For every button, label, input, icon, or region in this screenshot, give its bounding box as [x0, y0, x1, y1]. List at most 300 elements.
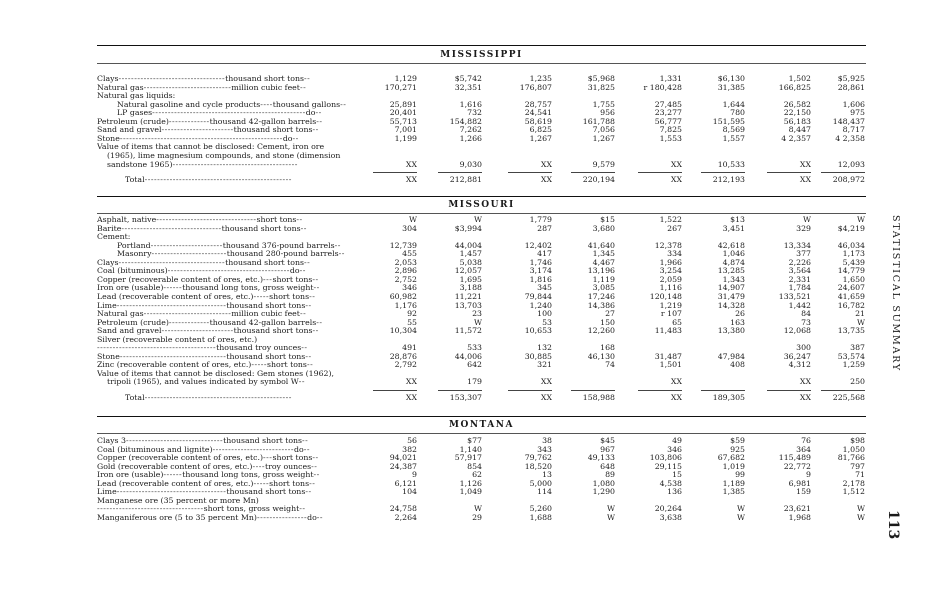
- leader-dots: --: [305, 351, 312, 361]
- table-cell: 1,046: [722, 249, 745, 259]
- table-cell: 161,788: [582, 116, 615, 126]
- table-cell: 18,520: [524, 461, 552, 471]
- table-cell: 44,006: [454, 351, 482, 361]
- table-cell: 12,402: [524, 240, 552, 250]
- table-cell: 2,331: [788, 274, 811, 284]
- row-label-text: Natural gasoline and cycle products: [117, 99, 261, 109]
- table-cell: 1,784: [788, 283, 811, 293]
- table-cell: 4,467: [592, 257, 615, 267]
- table-cell: 13,196: [587, 266, 615, 276]
- table-cell: 975: [850, 108, 865, 118]
- leader-dots: --: [298, 377, 306, 387]
- row-label-text: sandstone 1965): [107, 159, 173, 169]
- row-label-text: Zinc (recoverable content of ores, etc.): [97, 360, 252, 370]
- table-cell: 12,260: [587, 326, 615, 336]
- table-cell: 81,766: [837, 453, 865, 463]
- table-cell: 24,607: [837, 283, 865, 293]
- row-label-text: Clays 3: [97, 436, 126, 445]
- table-cell: 14,907: [717, 283, 745, 293]
- table-cell: 25,891: [389, 99, 417, 109]
- table-cell: 29: [472, 512, 482, 522]
- total-rule: [508, 390, 552, 391]
- table-cell: 2,053: [394, 257, 417, 267]
- total-rule: [638, 172, 682, 173]
- total-rule: [701, 172, 745, 173]
- leader-dots: -----------------------------------------------: [144, 175, 292, 185]
- table-row: [97, 513, 866, 522]
- table-cell: 1,266: [459, 133, 482, 143]
- table-cell: 1,553: [659, 133, 682, 143]
- table-cell: 31,825: [587, 82, 615, 92]
- total-rule: [508, 172, 552, 173]
- table-cell: 3,451: [722, 223, 745, 233]
- table-cell: 133,521: [778, 291, 811, 301]
- row-unit: do: [307, 512, 317, 522]
- table-cell: W: [473, 215, 482, 224]
- table-cell: 780: [730, 108, 745, 118]
- table-cell: $15: [600, 215, 615, 224]
- row-label-text: Manganiferous ore (5 to 35 percent Mn): [97, 512, 257, 522]
- total-rule: [821, 390, 865, 391]
- leader-dots: --: [312, 326, 319, 336]
- table-cell: 8,717: [842, 125, 865, 135]
- leader-dots: --: [312, 274, 319, 284]
- row-unit: short tons: [267, 360, 307, 370]
- table-cell: 1,457: [459, 249, 482, 259]
- table-cell: 94,021: [389, 453, 417, 463]
- row-unit: short tons: [272, 274, 313, 284]
- row-unit: thousand short tons: [225, 74, 305, 83]
- table-cell: 1,019: [722, 461, 745, 471]
- horizontal-rule: [97, 63, 866, 64]
- total-cell: XX: [540, 175, 552, 185]
- table-cell: 1,695: [459, 274, 482, 284]
- row-label-text: Clays: [97, 74, 119, 83]
- table-cell: 20,264: [654, 504, 682, 514]
- table-cell: 5,038: [459, 257, 482, 267]
- row-label-text: Value of items that cannot be disclosed: Gem stones (1962),: [97, 368, 335, 378]
- table-cell: 28,861: [837, 82, 865, 92]
- table-cell: XX: [670, 377, 682, 387]
- table-cell: 1,512: [842, 487, 865, 497]
- table-cell: 14,328: [717, 300, 745, 310]
- total-rule: [701, 390, 745, 391]
- table-cell: 7,001: [394, 125, 417, 135]
- table-cell: 103,806: [649, 453, 682, 463]
- leader-dots: --: [306, 360, 314, 370]
- table-cell: XX: [799, 377, 811, 387]
- leader-dots: ----------------------------------: [119, 351, 227, 361]
- table-cell: 1,173: [842, 249, 865, 259]
- table-cell: 1,644: [722, 99, 745, 109]
- leader-dots: --: [299, 82, 307, 92]
- leader-dots: --: [302, 436, 309, 445]
- leader-dots: ----------------------------: [143, 309, 232, 319]
- row-unit: thousand troy ounces: [216, 343, 302, 353]
- table-cell: 417: [537, 249, 552, 259]
- table-cell: r 180,428: [643, 82, 682, 92]
- page-number: 113: [885, 510, 901, 540]
- row-label-text: Lead (recoverable content of ores, etc.): [97, 478, 254, 488]
- table-cell: 76: [801, 436, 811, 445]
- table-cell: 3,085: [592, 283, 615, 293]
- table-cell: 364: [796, 444, 811, 454]
- table-cell: 1,050: [842, 444, 865, 454]
- row-unit: short tons: [269, 291, 310, 301]
- table-cell: 79,844: [524, 291, 552, 301]
- total-cell: XX: [405, 393, 417, 402]
- total-rule: [438, 172, 482, 173]
- table-cell: 79,762: [524, 453, 552, 463]
- table-cell: 4 2,357: [781, 133, 811, 143]
- row-label-text: Cement:: [97, 232, 131, 242]
- leader-dots: --: [292, 133, 299, 143]
- row-label-text: Stone: [97, 351, 120, 361]
- table-cell: 55,713: [389, 116, 417, 126]
- leader-dots: -----------------------------------------------: [144, 393, 292, 402]
- table-cell: 648: [600, 461, 615, 471]
- table-cell: 491: [402, 343, 417, 353]
- table-cell: 1,290: [592, 487, 615, 497]
- table-cell: 24,387: [389, 461, 417, 471]
- row-unit: thousand short tons: [223, 436, 303, 445]
- row-label-text: Natural gas liquids:: [97, 91, 176, 101]
- row-label-text: Copper (recoverable content of ores, etc.): [97, 453, 264, 463]
- table-cell: W: [856, 504, 865, 514]
- table-cell: 31,385: [717, 82, 745, 92]
- table-cell: 23,621: [783, 504, 811, 514]
- table-cell: 321: [537, 360, 552, 370]
- table-cell: $6,130: [717, 74, 745, 83]
- table-cell: 1,116: [659, 283, 682, 293]
- table-cell: W: [606, 504, 615, 514]
- total-cell: XX: [799, 175, 811, 185]
- table-cell: W: [802, 215, 811, 224]
- table-cell: 56: [407, 436, 417, 445]
- table-cell: 41,659: [837, 291, 865, 301]
- table-cell: 9,579: [592, 159, 615, 169]
- total-cell: 158,988: [582, 393, 615, 402]
- table-cell: 132: [537, 343, 552, 353]
- table-cell: 7,825: [659, 125, 682, 135]
- leader-dots: ----------------------------------------------------: [119, 133, 283, 143]
- row-label-text: Lime: [97, 300, 117, 310]
- row-label-text: Natural gas: [97, 309, 144, 319]
- table-cell: 1,688: [529, 512, 552, 522]
- leader-dots: --: [301, 343, 308, 353]
- table-cell: 1,267: [592, 133, 615, 143]
- table-cell: 5,000: [529, 478, 552, 488]
- section-title: MISSOURI: [448, 200, 515, 210]
- table-cell: 28,757: [524, 99, 552, 109]
- total-cell: XX: [799, 393, 811, 402]
- table-cell: 10,653: [524, 326, 552, 336]
- table-cell: 163: [730, 317, 745, 327]
- leader-dots: --------------------------: [212, 444, 294, 454]
- leader-dots: ----------------------------------: [118, 74, 226, 83]
- total-rule: [571, 390, 615, 391]
- leader-dots: --: [304, 257, 311, 267]
- horizontal-rule: [97, 45, 866, 46]
- leader-dots: ----------------------------: [143, 82, 232, 92]
- table-cell: 1,267: [529, 133, 552, 143]
- table-cell: 170,271: [384, 82, 417, 92]
- row-unit: thousand 280-pound barrels: [226, 249, 339, 259]
- total-rule: [767, 172, 811, 173]
- leader-dots: ----: [252, 461, 265, 471]
- table-cell: 300: [796, 343, 811, 353]
- leader-dots: --------------------------------: [156, 215, 257, 224]
- table-cell: 1,442: [788, 300, 811, 310]
- table-cell: 9: [412, 470, 417, 480]
- table-cell: 346: [402, 283, 417, 293]
- row-label-text: Stone: [97, 133, 120, 143]
- total-rule: [571, 172, 615, 173]
- leader-dots: -------------: [168, 116, 210, 126]
- table-cell: 23,277: [654, 108, 682, 118]
- total-row: [97, 175, 866, 184]
- table-cell: 73: [801, 317, 811, 327]
- table-cell: 13,703: [454, 300, 482, 310]
- table-cell: 3,638: [659, 512, 682, 522]
- table-cell: 148,437: [832, 116, 865, 126]
- table-cell: 6,981: [788, 478, 811, 488]
- table-cell: 1,746: [529, 257, 552, 267]
- table-cell: 58,619: [524, 116, 552, 126]
- table-cell: 47,984: [717, 351, 745, 361]
- leader-dots: --: [334, 240, 341, 250]
- total-rule: [767, 390, 811, 391]
- table-cell: 1,606: [842, 99, 865, 109]
- leader-dots: --: [299, 504, 306, 514]
- table-cell: 1,616: [459, 99, 482, 109]
- row-unit: thousand gallons: [272, 99, 341, 109]
- table-cell: W: [606, 512, 615, 522]
- table-cell: 1,049: [459, 487, 482, 497]
- total-rule: [638, 390, 682, 391]
- table-cell: 343: [537, 444, 552, 454]
- total-label-text: Total: [125, 175, 145, 185]
- table-cell: 1,240: [529, 300, 552, 310]
- row-label-text: Natural gas: [97, 82, 144, 92]
- leader-dots: --: [340, 99, 347, 109]
- total-row: [97, 393, 866, 402]
- table-cell: 57,917: [454, 453, 482, 463]
- row-unit: thousand short tons: [226, 487, 306, 497]
- table-cell: 114: [537, 487, 552, 497]
- leader-dots: -----------------------: [161, 326, 234, 336]
- leader-dots: --: [313, 470, 320, 480]
- table-cell: 3,254: [659, 266, 682, 276]
- leader-dots: --: [303, 444, 310, 454]
- row-unit: do: [289, 266, 300, 276]
- leader-dots: ----: [260, 99, 273, 109]
- table-cell: 1,259: [842, 360, 865, 370]
- row-label-text: Silver (recoverable content of ores, etc.): [97, 334, 258, 344]
- table-cell: 2,059: [659, 274, 682, 284]
- table-cell: 41,640: [587, 240, 615, 250]
- row-label-text: Coal (bituminous and lignite): [97, 444, 213, 454]
- table-cell: XX: [799, 159, 811, 169]
- table-cell: 53,574: [837, 351, 865, 361]
- row-unit: thousand short tons: [233, 125, 313, 135]
- leader-dots: ---: [263, 274, 273, 284]
- leader-dots: --: [304, 74, 311, 83]
- total-cell: 220,194: [582, 175, 615, 185]
- table-cell: 17,246: [587, 291, 615, 301]
- table-cell: W: [473, 504, 482, 514]
- row-label-text: Barite: [97, 223, 122, 233]
- horizontal-rule: [97, 213, 866, 214]
- table-cell: 65: [672, 317, 682, 327]
- table-cell: 1,345: [592, 249, 615, 259]
- table-cell: 14,386: [587, 300, 615, 310]
- table-cell: 3,174: [529, 266, 552, 276]
- row-label-text: Lime: [97, 487, 117, 497]
- table-cell: 8,447: [788, 125, 811, 135]
- table-cell: 1,502: [788, 74, 811, 83]
- leader-dots: --: [312, 453, 319, 463]
- table-cell: 71: [855, 470, 865, 480]
- leader-dots: --: [299, 309, 307, 319]
- table-cell: 151,595: [712, 116, 745, 126]
- table-cell: 797: [850, 461, 865, 471]
- leader-dots: ------: [163, 470, 183, 480]
- row-unit: short tons: [256, 215, 297, 224]
- table-cell: 2,226: [788, 257, 811, 267]
- table-cell: 36,247: [783, 351, 811, 361]
- row-label-text: Asphalt, native: [97, 215, 157, 224]
- row-unit: thousand short tons: [233, 326, 313, 336]
- leader-dots: ----------------------------------: [97, 504, 204, 514]
- table-cell: 1,080: [592, 478, 615, 488]
- table-cell: 30,885: [524, 351, 552, 361]
- table-cell: 12,093: [837, 159, 865, 169]
- table-cell: 168: [600, 343, 615, 353]
- horizontal-rule: [97, 433, 866, 434]
- leader-dots: -----------------------------------: [116, 487, 227, 497]
- table-cell: 3,680: [592, 223, 615, 233]
- total-cell: 212,881: [449, 175, 482, 185]
- table-cell: 104: [402, 487, 417, 497]
- table-cell: r 107: [660, 309, 682, 319]
- row-label-text: Sand and gravel: [97, 125, 162, 135]
- table-cell: 7,262: [459, 125, 482, 135]
- table-row: [97, 377, 866, 386]
- row-unit: thousand long tons, gross weight: [182, 470, 314, 480]
- table-cell: 1,235: [529, 74, 552, 83]
- table-cell: 1,385: [722, 487, 745, 497]
- table-cell: 3,564: [788, 266, 811, 276]
- table-cell: 46,130: [587, 351, 615, 361]
- side-header-text: STATISTICAL SUMMARY: [890, 215, 901, 372]
- leader-dots: -------------------------------: [125, 436, 224, 445]
- table-cell: 120,148: [649, 291, 682, 301]
- table-cell: 11,572: [454, 326, 482, 336]
- total-cell: 225,568: [832, 393, 865, 402]
- leader-dots: --: [309, 291, 316, 301]
- table-cell: 1,199: [394, 133, 417, 143]
- table-cell: 176,807: [519, 82, 552, 92]
- table-cell: $5,925: [837, 74, 865, 83]
- side-header: [890, 215, 910, 375]
- table-cell: 329: [796, 223, 811, 233]
- table-cell: 1,501: [659, 360, 682, 370]
- total-cell: XX: [670, 393, 682, 402]
- table-cell: 38: [542, 436, 552, 445]
- row-label: [97, 513, 379, 522]
- leader-dots: --: [311, 461, 318, 471]
- row-unit: troy ounces: [265, 461, 312, 471]
- leader-dots: --: [296, 215, 303, 224]
- row-unit: thousand 376-pound barrels: [222, 240, 335, 250]
- leader-dots: -----------------------: [150, 240, 223, 250]
- table-cell: 4,538: [659, 478, 682, 488]
- section-title: MISSISSIPPI: [440, 50, 523, 60]
- row-label-text: LP gases: [117, 108, 153, 118]
- table-cell: $13: [730, 215, 745, 224]
- row-unit: do: [294, 444, 304, 454]
- table-cell: 2,178: [842, 478, 865, 488]
- table-cell: 11,483: [654, 326, 682, 336]
- table-cell: 12,057: [454, 266, 482, 276]
- table-cell: 44,004: [454, 240, 482, 250]
- leader-dots: --: [315, 108, 322, 118]
- table-cell: XX: [670, 159, 682, 169]
- table-cell: 179: [467, 377, 482, 387]
- table-cell: W: [856, 215, 865, 224]
- table-cell: 23: [472, 309, 482, 319]
- total-cell: XX: [405, 175, 417, 185]
- table-cell: 1,779: [529, 215, 552, 224]
- total-rule: [373, 390, 417, 391]
- table-cell: 13: [542, 470, 552, 480]
- row-unit: thousand 42-gallon barrels: [209, 317, 317, 327]
- row-label-text: Coal (bituminous): [97, 266, 168, 276]
- table-cell: W: [736, 504, 745, 514]
- row-unit: short tons: [269, 478, 310, 488]
- table-cell: XX: [540, 159, 552, 169]
- table-cell: 1,650: [842, 274, 865, 284]
- row-label: [107, 377, 379, 386]
- table-cell: 21: [855, 309, 865, 319]
- table-cell: 377: [796, 249, 811, 259]
- row-unit: thousand short tons: [226, 300, 306, 310]
- total-cell: XX: [540, 393, 552, 402]
- table-cell: 287: [537, 223, 552, 233]
- table-cell: 100: [537, 309, 552, 319]
- row-unit: thousand long tons, gross weight: [182, 283, 314, 293]
- table-cell: 159: [796, 487, 811, 497]
- table-cell: 22,150: [783, 108, 811, 118]
- row-label-text: tripoli (1965), and values indicated by symbol W: [107, 377, 299, 387]
- table-cell: 1,219: [659, 300, 682, 310]
- table-cell: 150: [600, 317, 615, 327]
- leader-dots: -----: [253, 291, 270, 301]
- table-cell: 29,115: [654, 461, 682, 471]
- row-unit: thousand 42-gallon barrels: [209, 116, 317, 126]
- leader-dots: --------------------------------: [121, 223, 222, 233]
- table-cell: 1,140: [459, 444, 482, 454]
- table-cell: 1,129: [394, 74, 417, 83]
- leader-dots: --: [338, 249, 345, 259]
- table-cell: 92: [407, 309, 417, 319]
- section-title: MONTANA: [449, 420, 514, 430]
- table-cell: 53: [542, 317, 552, 327]
- table-cell: 67,682: [717, 453, 745, 463]
- row-label: [107, 160, 379, 169]
- leader-dots: --: [316, 512, 324, 522]
